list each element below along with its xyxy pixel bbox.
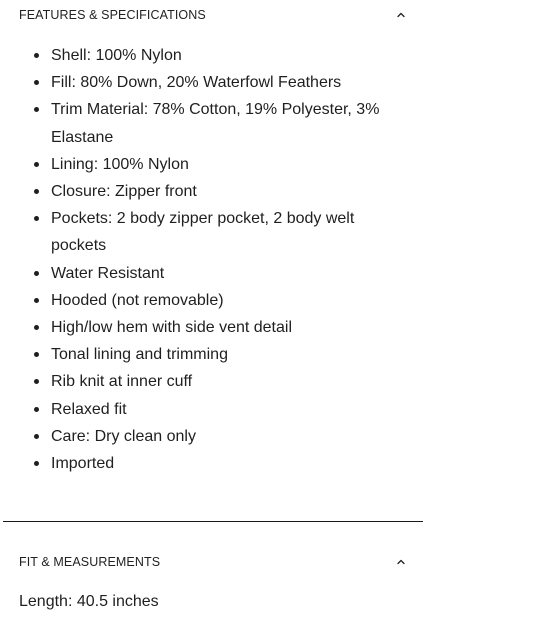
list-item: Care: Dry clean only [51,423,423,450]
list-item: Rib knit at inner cuff [51,368,423,395]
list-item: Water Resistant [51,260,423,287]
features-specifications-body [3,30,423,477]
fit-measurements-header[interactable] [3,547,423,577]
list-item: Shell: 100% Nylon [51,42,423,69]
fit-measurements-title: FIT & MEASUREMENTS [19,555,161,569]
features-specifications-section [3,0,423,477]
list-item: Pockets: 2 body zipper pocket, 2 body welt pockets [51,205,423,259]
fit-measurements-body [3,577,423,613]
fit-measurements-section [3,522,423,613]
length-measurement: Length: 40.5 inches [19,593,159,610]
features-specifications-header[interactable] [3,0,423,30]
list-item: Tonal lining and trimming [51,341,423,368]
list-item: Imported [51,450,423,477]
list-item: Fill: 80% Down, 20% Waterfowl Feathers [51,69,423,96]
spec-list [3,42,423,477]
list-item: High/low hem with side vent detail [51,314,423,341]
list-item: Closure: Zipper front [51,178,423,205]
list-item: Lining: 100% Nylon [51,151,423,178]
features-specifications-title: FEATURES & SPECIFICATIONS [19,8,206,22]
chevron-up-icon[interactable] [396,557,406,567]
chevron-up-icon[interactable] [396,10,406,20]
list-item: Relaxed fit [51,396,423,423]
list-item: Trim Material: 78% Cotton, 19% Polyester, 3% Elastane [51,96,423,150]
list-item: Hooded (not removable) [51,287,423,314]
